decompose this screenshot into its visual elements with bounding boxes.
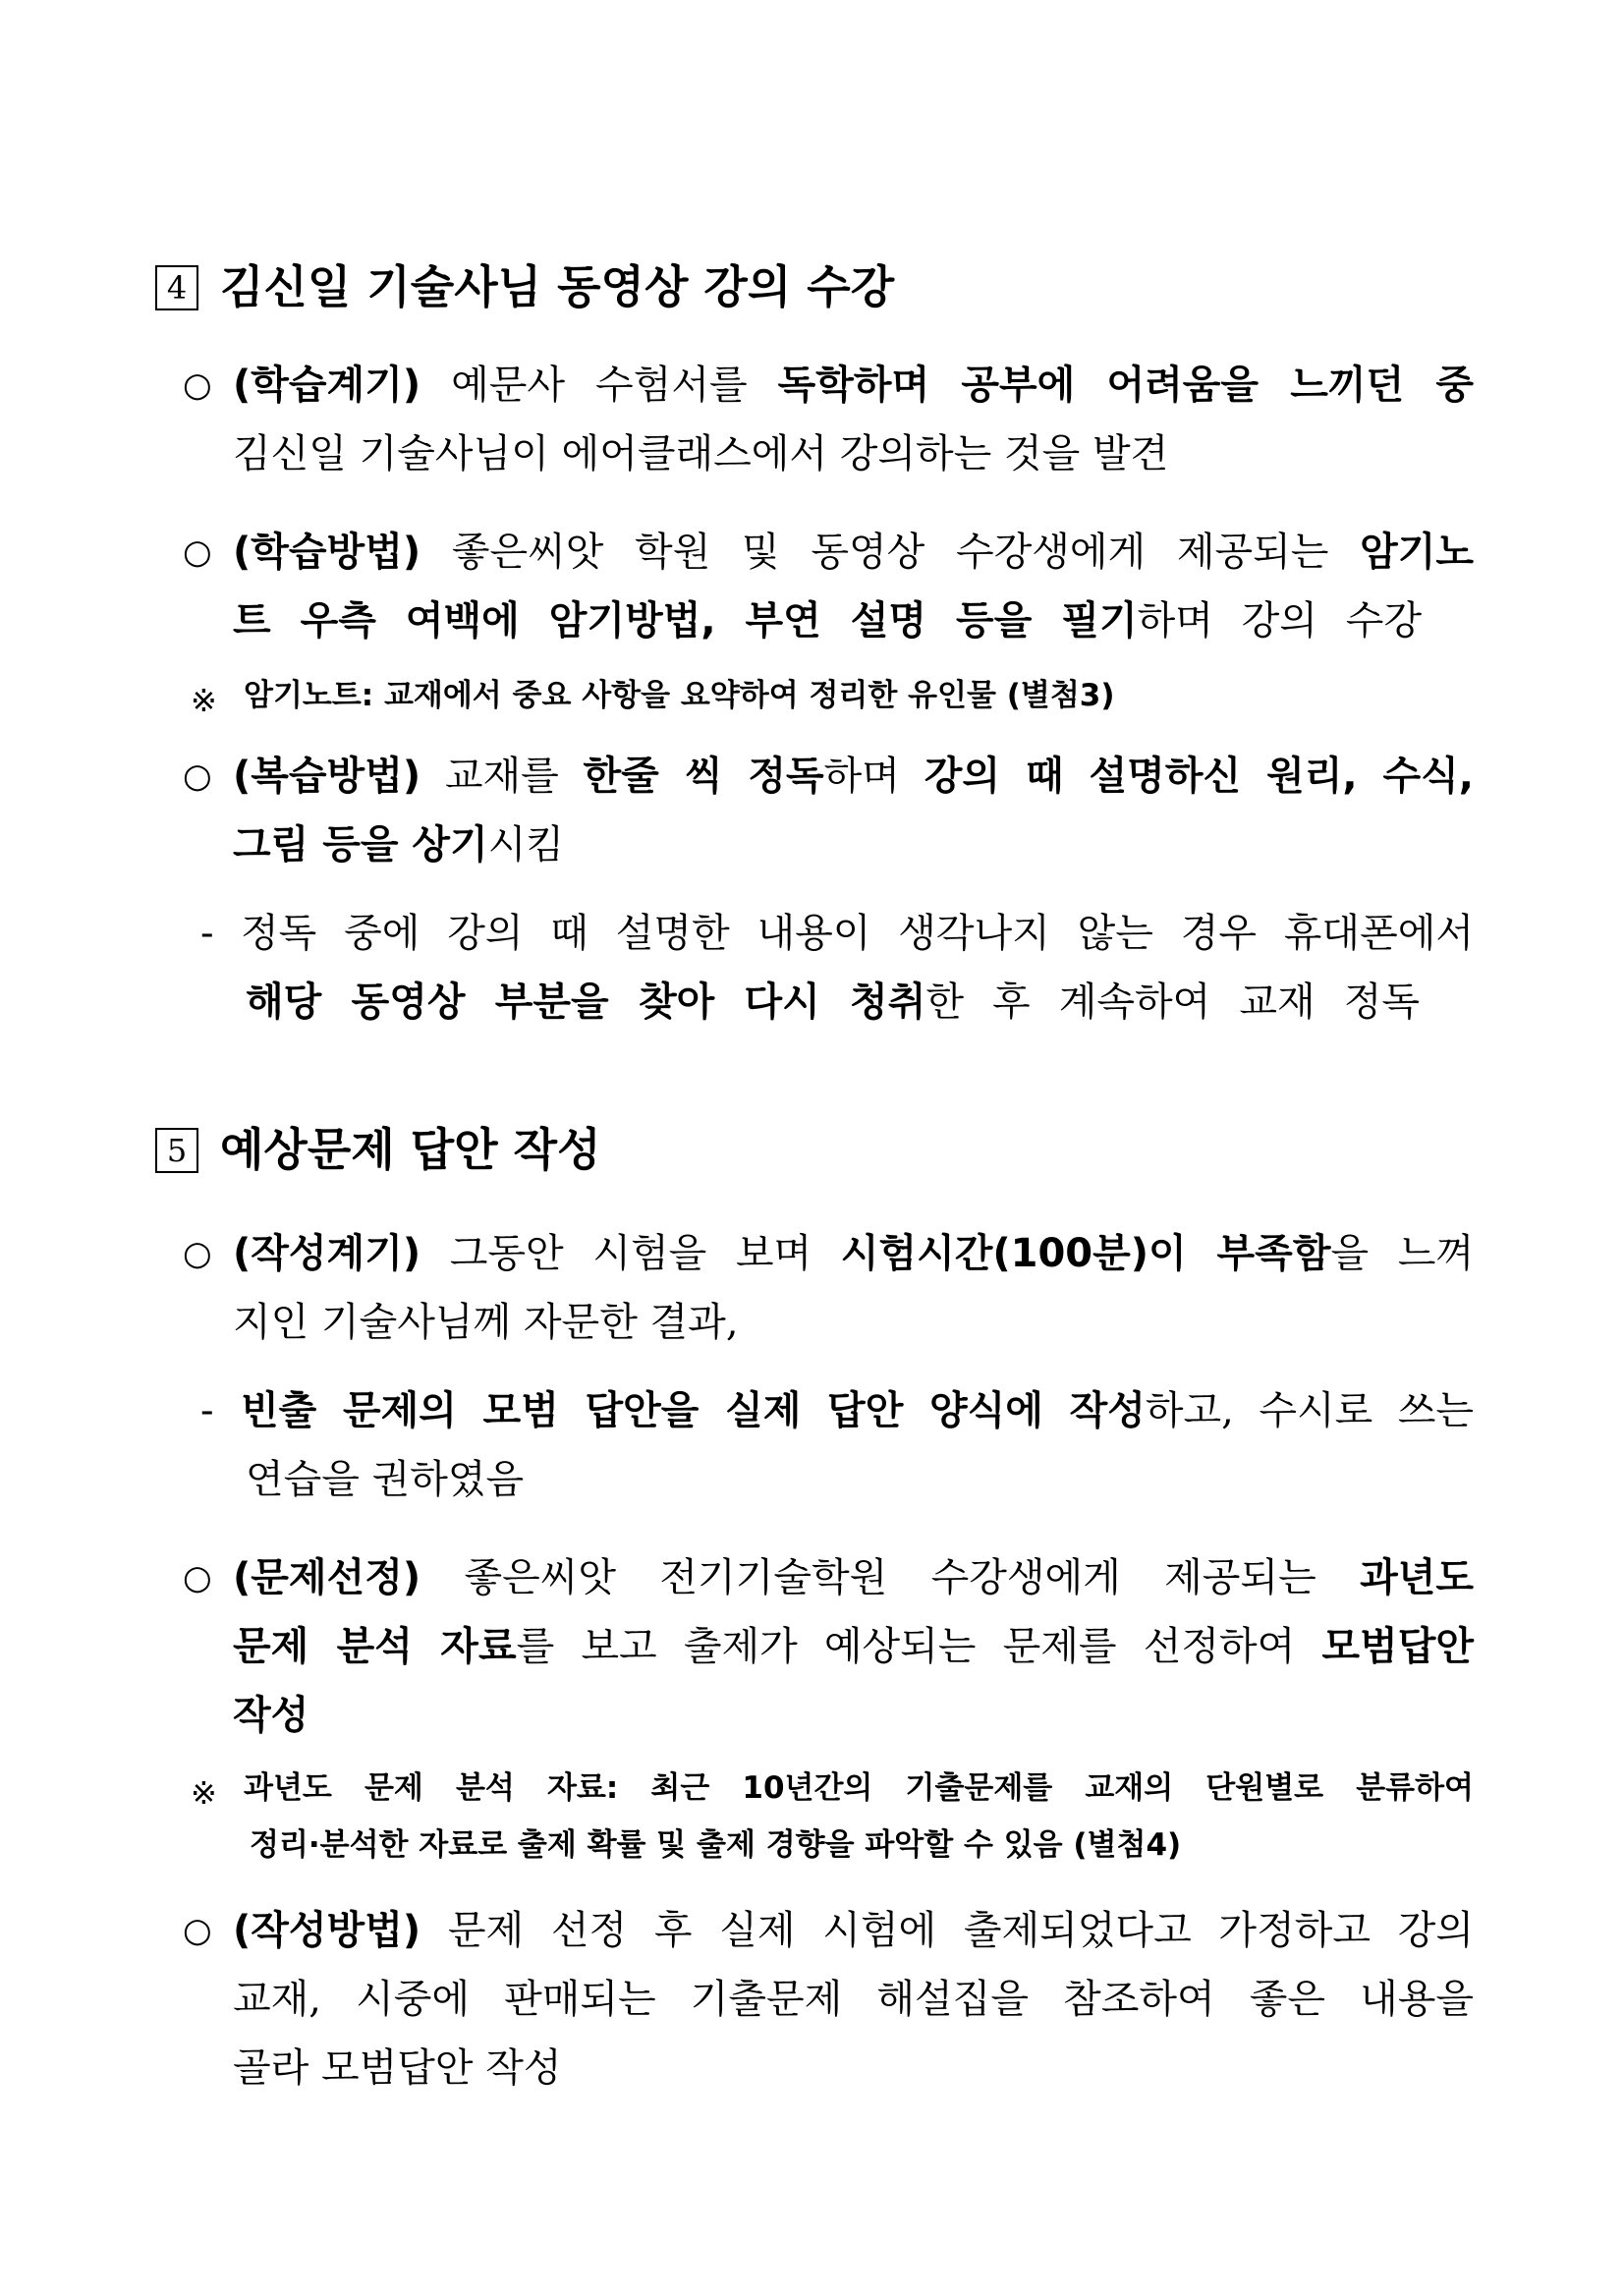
emphasis-text: 작성 — [233, 1693, 309, 1738]
emphasis-text: 과년도 — [1360, 1555, 1474, 1600]
item-label: (문제선정) — [233, 1555, 421, 1600]
text-run: 김신일 기술사님이 에어클래스에서 강의하는 것을 발견 — [233, 431, 1169, 476]
note-text: 정리·분석한 자료로 출제 확률 및 출제 경향을 파악할 수 있음 (별첨4) — [250, 1827, 1182, 1863]
bullet-marker: ○ — [183, 365, 212, 405]
emphasis-text: 모범답안 — [1321, 1624, 1474, 1669]
text-run: 골라 모범답안 작성 — [233, 2045, 562, 2091]
paragraph-line — [246, 1450, 1474, 1509]
bullet-marker: ○ — [183, 1911, 212, 1950]
text-run: 교재, 시중에 판매되는 기출문제 해설집을 참조하여 좋은 내용을 — [233, 1977, 1474, 2022]
emphasis-text: 한줄 씩 정독 — [583, 754, 824, 799]
emphasis-text: 강의 때 설명하신 원리, 수식, — [924, 754, 1474, 799]
section-number-box: 4 — [155, 265, 198, 310]
text-run: 시킴 — [487, 822, 564, 868]
section-5-title — [155, 1120, 601, 1179]
item-label: (복습방법) — [233, 754, 421, 799]
emphasis-text: 빈출 문제의 모범 답안을 실제 답안 양식에 작성 — [241, 1388, 1146, 1433]
paragraph-line — [233, 815, 1474, 874]
emphasis-text: 문제 분석 자료 — [233, 1624, 517, 1669]
emphasis-text: 독학하며 공부에 어려움을 느끼던 중 — [777, 363, 1475, 408]
paragraph-line — [241, 904, 1474, 963]
paragraph-line — [233, 747, 1474, 806]
note-text: 암기노트: 교재에서 중요 사항을 요약하여 정리한 유인물 (별첨3) — [244, 678, 1115, 713]
text-run: 하며 강의 수강 — [1137, 598, 1422, 644]
paragraph-line — [246, 973, 1420, 1032]
dash-marker: - — [200, 911, 214, 956]
emphasis-text: 해당 동영상 부분을 찾아 다시 청취 — [246, 980, 926, 1025]
section-title-text: 예상문제 답안 작성 — [220, 1123, 601, 1176]
text-run: 한 후 계속하여 교재 정독 — [925, 980, 1420, 1025]
bullet-marker: ○ — [183, 1558, 212, 1597]
bullet-marker: ○ — [183, 1234, 212, 1273]
text-run: 을 느껴 — [1330, 1231, 1475, 1276]
paragraph-line — [233, 1224, 1474, 1283]
item-label: (작성계기) — [233, 1231, 421, 1276]
paragraph-line — [233, 523, 1474, 582]
dash-marker: - — [200, 1388, 214, 1433]
text-run: 를 보고 출제가 예상되는 문제를 선정하여 — [516, 1624, 1296, 1669]
text-run: 좋은씨앗 전기기술학원 수강생에게 제공되는 — [464, 1555, 1316, 1600]
text-run: 교재를 — [444, 754, 559, 799]
text-run: 문제 선정 후 실제 시험에 출제되었다고 가정하고 강의 — [447, 1908, 1474, 1953]
reference-mark: ※ — [191, 682, 217, 719]
emphasis-text: 트 우측 여백에 암기방법, 부연 설명 등을 필기 — [233, 598, 1138, 644]
paragraph-line — [233, 1901, 1474, 1960]
text-run: 하며 — [823, 754, 900, 799]
paragraph-line — [233, 2039, 1474, 2098]
bullet-marker: ○ — [183, 532, 212, 572]
paragraph-line — [233, 356, 1474, 415]
bullet-marker: ○ — [183, 756, 212, 796]
item-label: (작성방법) — [233, 1908, 421, 1953]
paragraph-line — [233, 1970, 1474, 2029]
emphasis-text: 암기노 — [1360, 530, 1474, 575]
paragraph-line — [233, 424, 1474, 483]
paragraph-line — [233, 1686, 1474, 1745]
section-title-text: 김신일 기술사님 동영상 강의 수강 — [220, 260, 895, 313]
text-run: 그동안 시험을 보며 — [449, 1231, 812, 1276]
text-run: 좋은씨앗 학원 및 동영상 수강생에게 제공되는 — [451, 530, 1329, 575]
text-run: 지인 기술사님께 자문한 결과, — [233, 1300, 739, 1345]
paragraph-line — [233, 591, 1422, 650]
paragraph-line — [233, 1293, 1474, 1352]
text-run: 예문사 수험서를 — [451, 363, 748, 408]
section-number-box: 5 — [155, 1128, 198, 1173]
item-label: (학습방법) — [233, 530, 421, 575]
emphasis-text: 시험시간(100분)이 부족함 — [840, 1231, 1331, 1276]
text-run: 정독 중에 강의 때 설명한 내용이 생각나지 않는 경우 휴대폰에서 — [241, 911, 1474, 956]
text-run: 하고, 수시로 쓰는 — [1145, 1388, 1475, 1433]
paragraph-line — [233, 1548, 1474, 1607]
text-run: 연습을 권하였음 — [246, 1457, 525, 1502]
paragraph-line — [241, 1381, 1474, 1440]
reference-mark: ※ — [191, 1774, 217, 1812]
item-label: (학습계기) — [233, 363, 421, 408]
paragraph-line — [233, 1617, 1474, 1676]
section-4-title — [155, 257, 894, 316]
note-text: 과년도 문제 분석 자료: 최근 10년간의 기출문제를 교재의 단원별로 분류하여 — [244, 1770, 1474, 1806]
emphasis-text: 그림 등을 상기 — [233, 822, 488, 868]
